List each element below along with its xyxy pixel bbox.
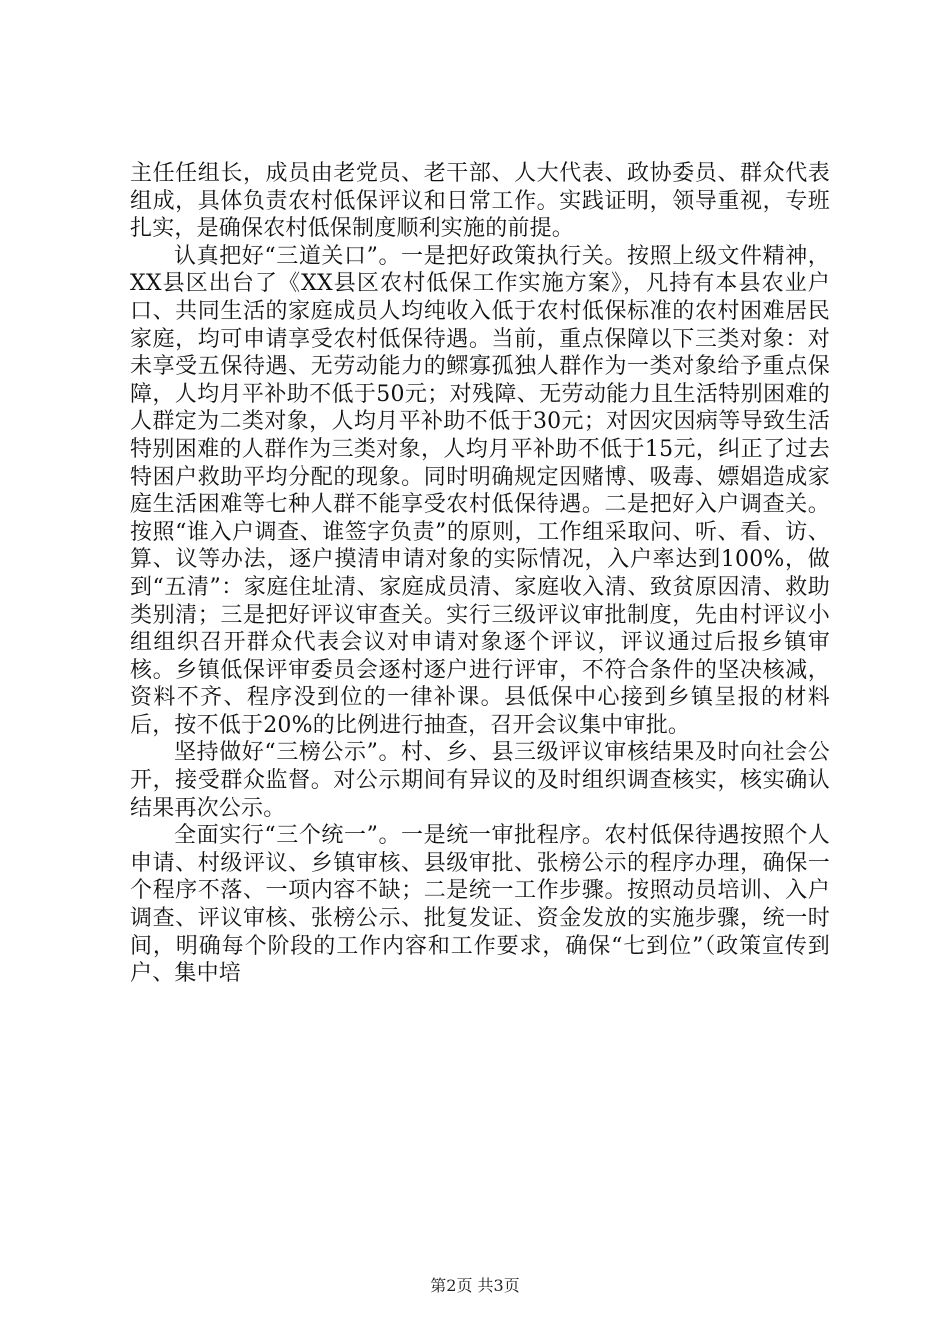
paragraph-2: 认真把好“三道关口”。一是把好政策执行关。按照上级文件精神，XX县区出台了《XX县区农村低保工作实施方案》，凡持有本县农业户口、共同生活的家庭成员人均纯收入低于农村低保标准的农村困难居民家庭，均可申请享受农村低保待遇。当前，重点保障以下三类对象：对未享受五保待遇、无劳动能力的鳏寡孤独人群作为一类对象给予重点保障，人均月平补助不低于50元；对残障、无劳动能力且生活特别困难的人群定为二类对象，人均月平补助不低于30元；对因灾因病等导致生活特别困难的人群作为三类对象，人均月平补助不低于15元，纠正了过去特困户救助平均分配的现象。同时明确规定因赌博、吸毒、嫖娼造成家庭生活困难等七种人群不能享受农村低保待遇。二是把好入户调查关。按照“谁入户调查、谁签字负责”的原则，工作组采取问、听、看、访、算、议等办法，逐户摸清申请对象的实际情况，入户率达到100%，做到“五清”：家庭住址清、家庭成员清、家庭收入清、致贫原因清、救助类别清；三是把好评议审查关。实行三级评议审批制度，先由村评议小组组织召开群众代表会议对申请对象逐个评议，评议通过后报乡镇审核。乡镇低保评审委员会逐村逐户进行评审，不符合条件的坚决核减，资料不齐、程序没到位的一律补课。县低保中心接到乡镇呈报的材料后，按不低于20%的比例进行抽查，召开会议集中审批。: [130, 243, 830, 738]
page-footer: 第2页 共3页: [430, 1276, 520, 1295]
paragraph-1: 主任任组长，成员由老党员、老干部、人大代表、政协委员、群众代表组成，具体负责农村低保评议和日常工作。实践证明，领导重视，专班扎实，是确保农村低保制度顺利实施的前提。: [130, 161, 830, 242]
paragraph-3: 坚持做好“三榜公示”。村、乡、县三级评议审核结果及时向社会公开，接受群众监督。对公示期间有异议的及时组织调查核实，核实确认结果再次公示。: [130, 740, 830, 821]
paragraph-4: 全面实行“三个统一”。一是统一审批程序。农村低保待遇按照个人申请、村级评议、乡镇审核、县级审批、张榜公示的程序办理，确保一个程序不落、一项内容不缺；二是统一工作步骤。按照动员培训、入户调查、评议审核、张榜公示、批复发证、资金发放的实施步骤，统一时间，明确每个阶段的工作内容和工作要求，确保“七到位”（政策宣传到户、集中培: [130, 823, 830, 987]
document-body: [130, 160, 830, 988]
